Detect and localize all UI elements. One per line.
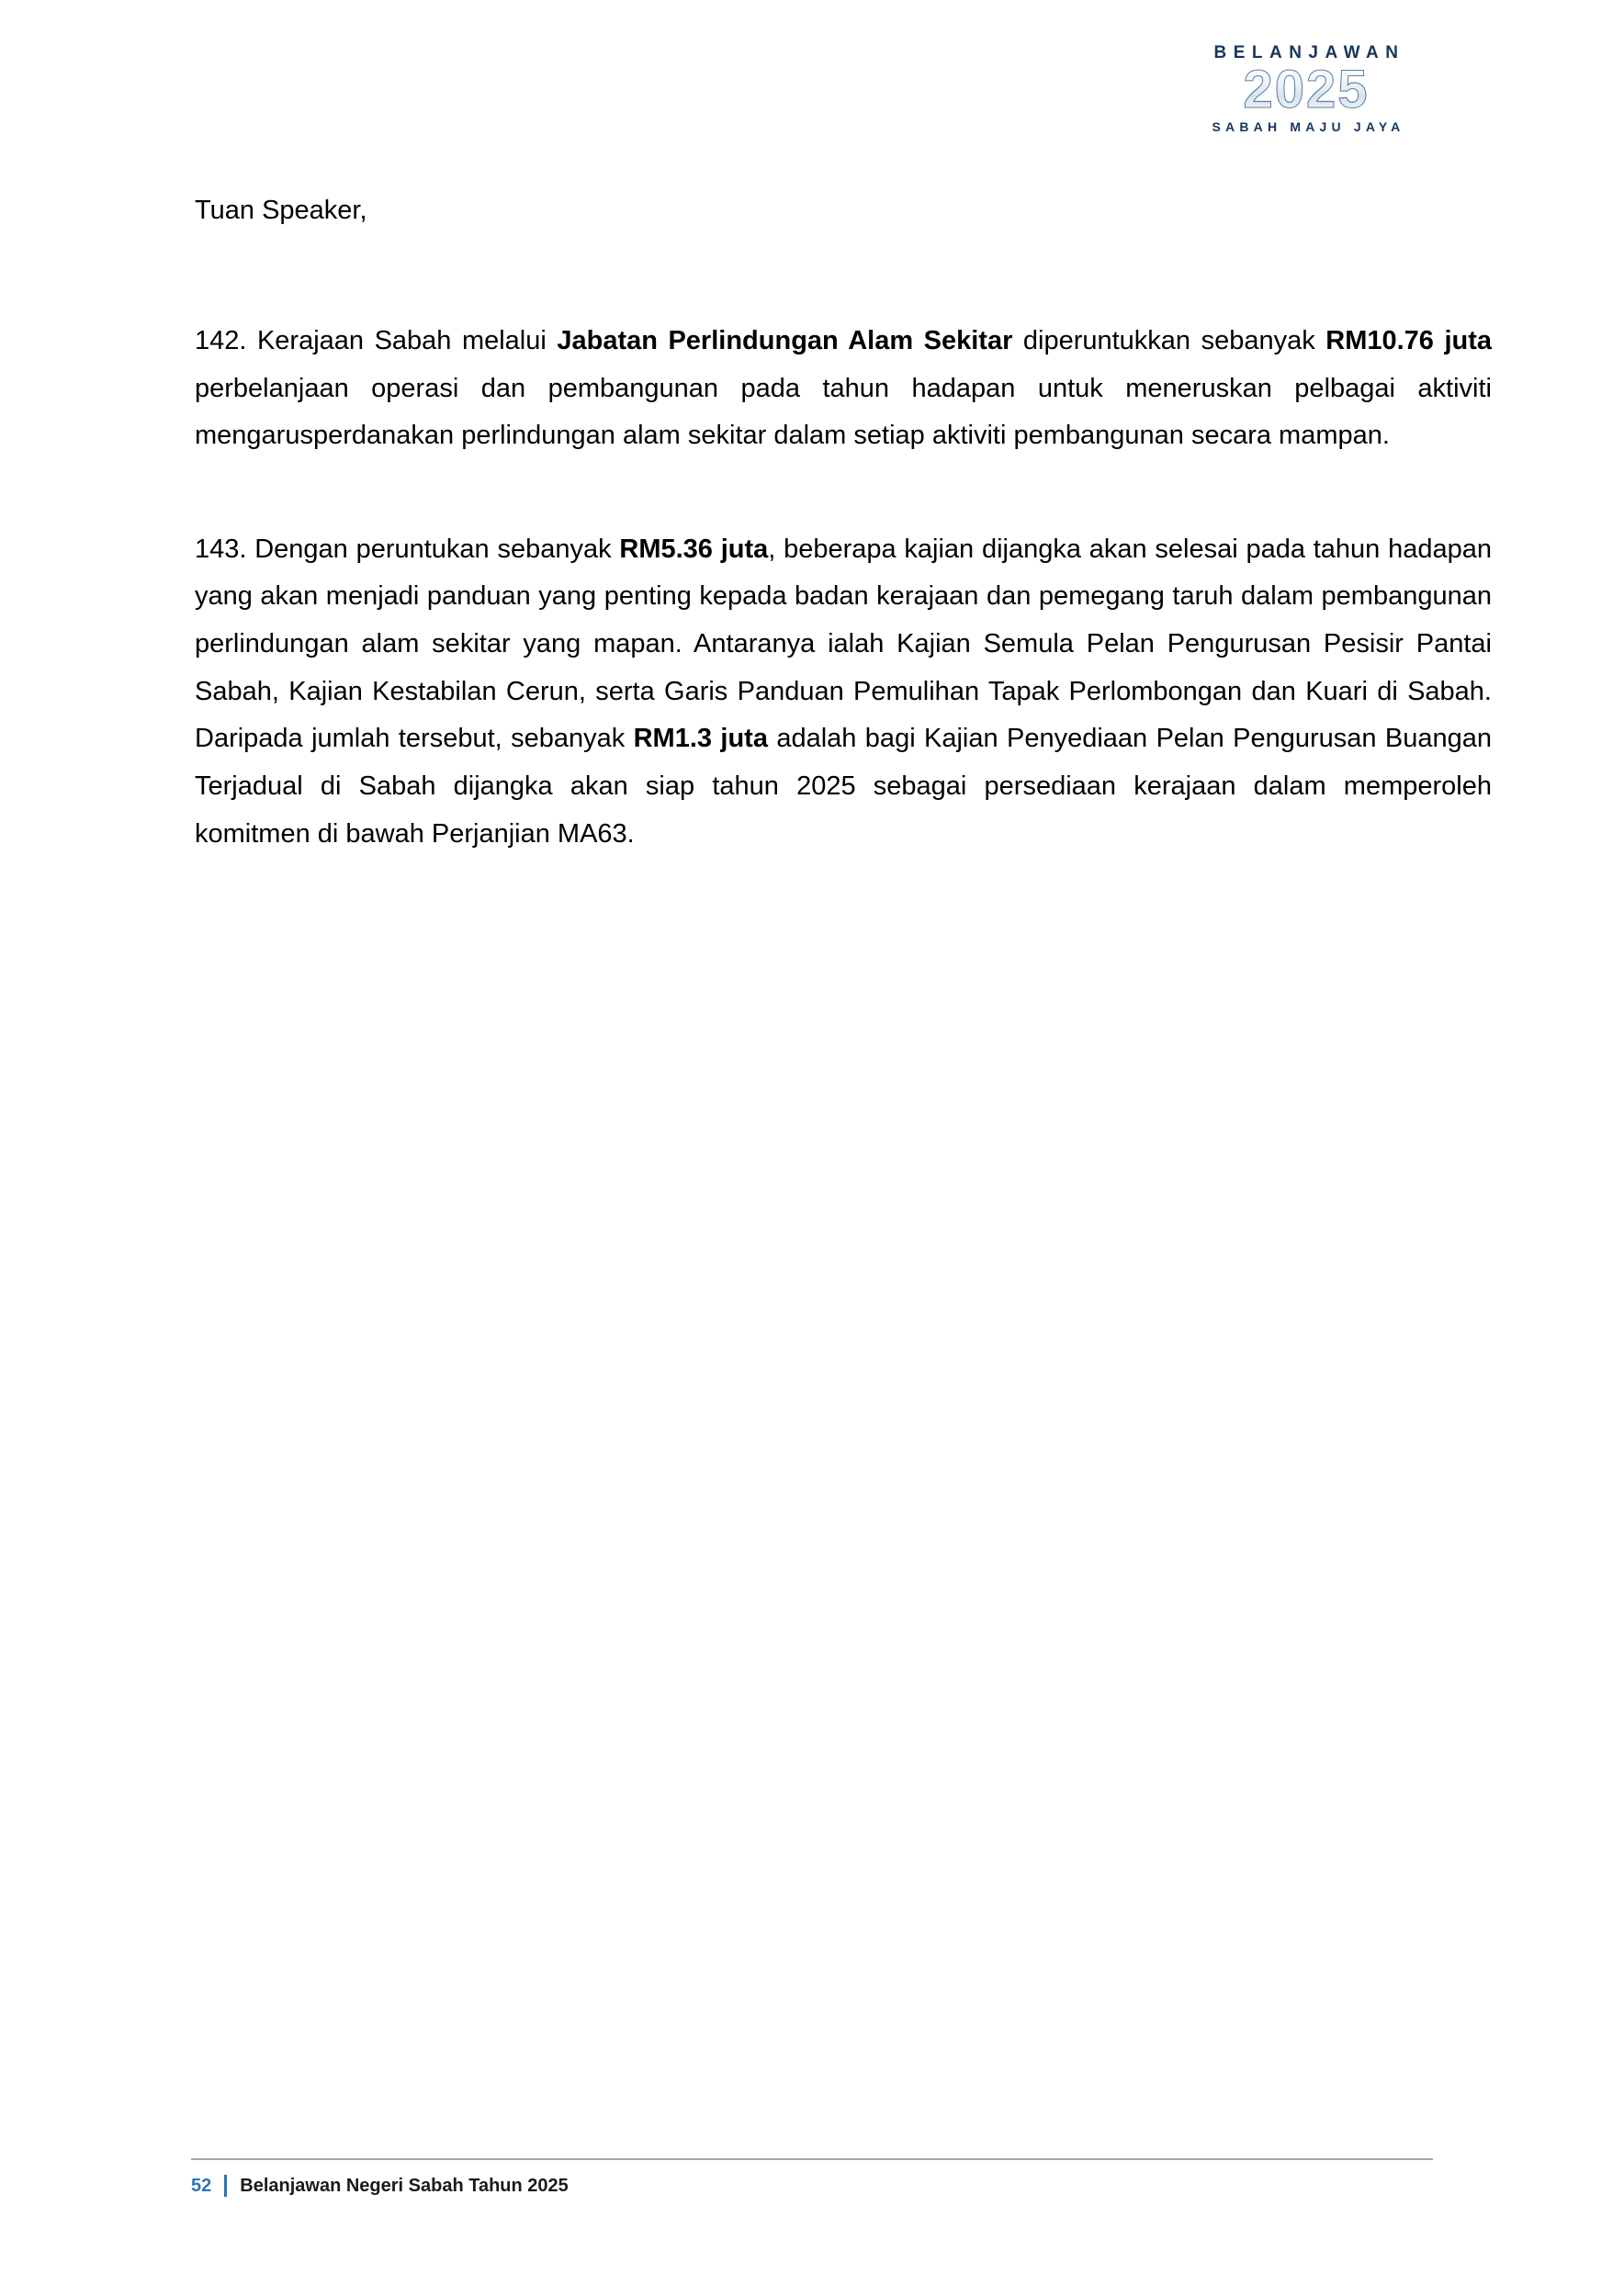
footer-page-number: 52 <box>191 2175 212 2196</box>
logo-tagline-text: SABAH MAJU JAYA <box>1212 119 1405 134</box>
footer-title: Belanjawan Negeri Sabah Tahun 2025 <box>240 2175 569 2196</box>
body-text: diperuntukkan sebanyak <box>1012 326 1326 356</box>
paragraph-142 <box>195 318 1492 460</box>
document-body <box>195 191 1492 858</box>
emphasis-text: RM1.3 juta <box>633 724 768 754</box>
emphasis-text: RM10.76 juta <box>1325 326 1492 356</box>
emphasis-text: Jabatan Perlindungan Alam Sekitar <box>557 326 1013 356</box>
logo-year-text: 2025 <box>1168 63 1444 117</box>
salutation: Tuan Speaker, <box>195 196 367 225</box>
logo-top-text: BELANJAWAN <box>1213 43 1405 62</box>
body-text: 142. Kerajaan Sabah melalui <box>195 326 558 356</box>
page-footer <box>191 2158 1433 2197</box>
body-text: 143. Dengan peruntukan sebanyak <box>195 534 620 564</box>
footer-divider <box>191 2158 1433 2160</box>
body-text: , beberapa kajian dijangka akan selesai pada tahun hadapan yang akan menjadi panduan yang penting kepada badan kerajaan dan pemegang taruh dalam pembangunan perlindungan alam sekitar yang mapan. Antaranya ialah Kajian Semula Pelan Pengurusan Pesisir Pantai Sabah, Kajian Kestabilan Cerun, serta Garis Panduan Pemulihan Tapak Perlombongan dan Kuari di Sabah. Daripada jumlah tersebut, sebanyak <box>195 534 1492 754</box>
paragraph-143 <box>195 526 1492 858</box>
footer-content <box>191 2175 1433 2197</box>
emphasis-text: RM5.36 juta <box>619 534 769 564</box>
body-text: adalah bagi Kajian Penyediaan Pelan Pengurusan Buangan Terjadual di Sabah dijangka akan siap tahun 2025 sebagai persediaan kerajaan dalam memperoleh komitmen di bawah Perjanjian MA63. <box>195 724 1493 849</box>
body-text: perbelanjaan operasi dan pembangunan pada tahun hadapan untuk meneruskan pelbagai aktiviti mengarusperdanakan perlindungan alam sekitar dalam setiap aktiviti pembangunan secara mampan. <box>195 373 1492 451</box>
belanjawan-2025-logo <box>1168 44 1444 133</box>
footer-separator-bar <box>224 2175 227 2197</box>
